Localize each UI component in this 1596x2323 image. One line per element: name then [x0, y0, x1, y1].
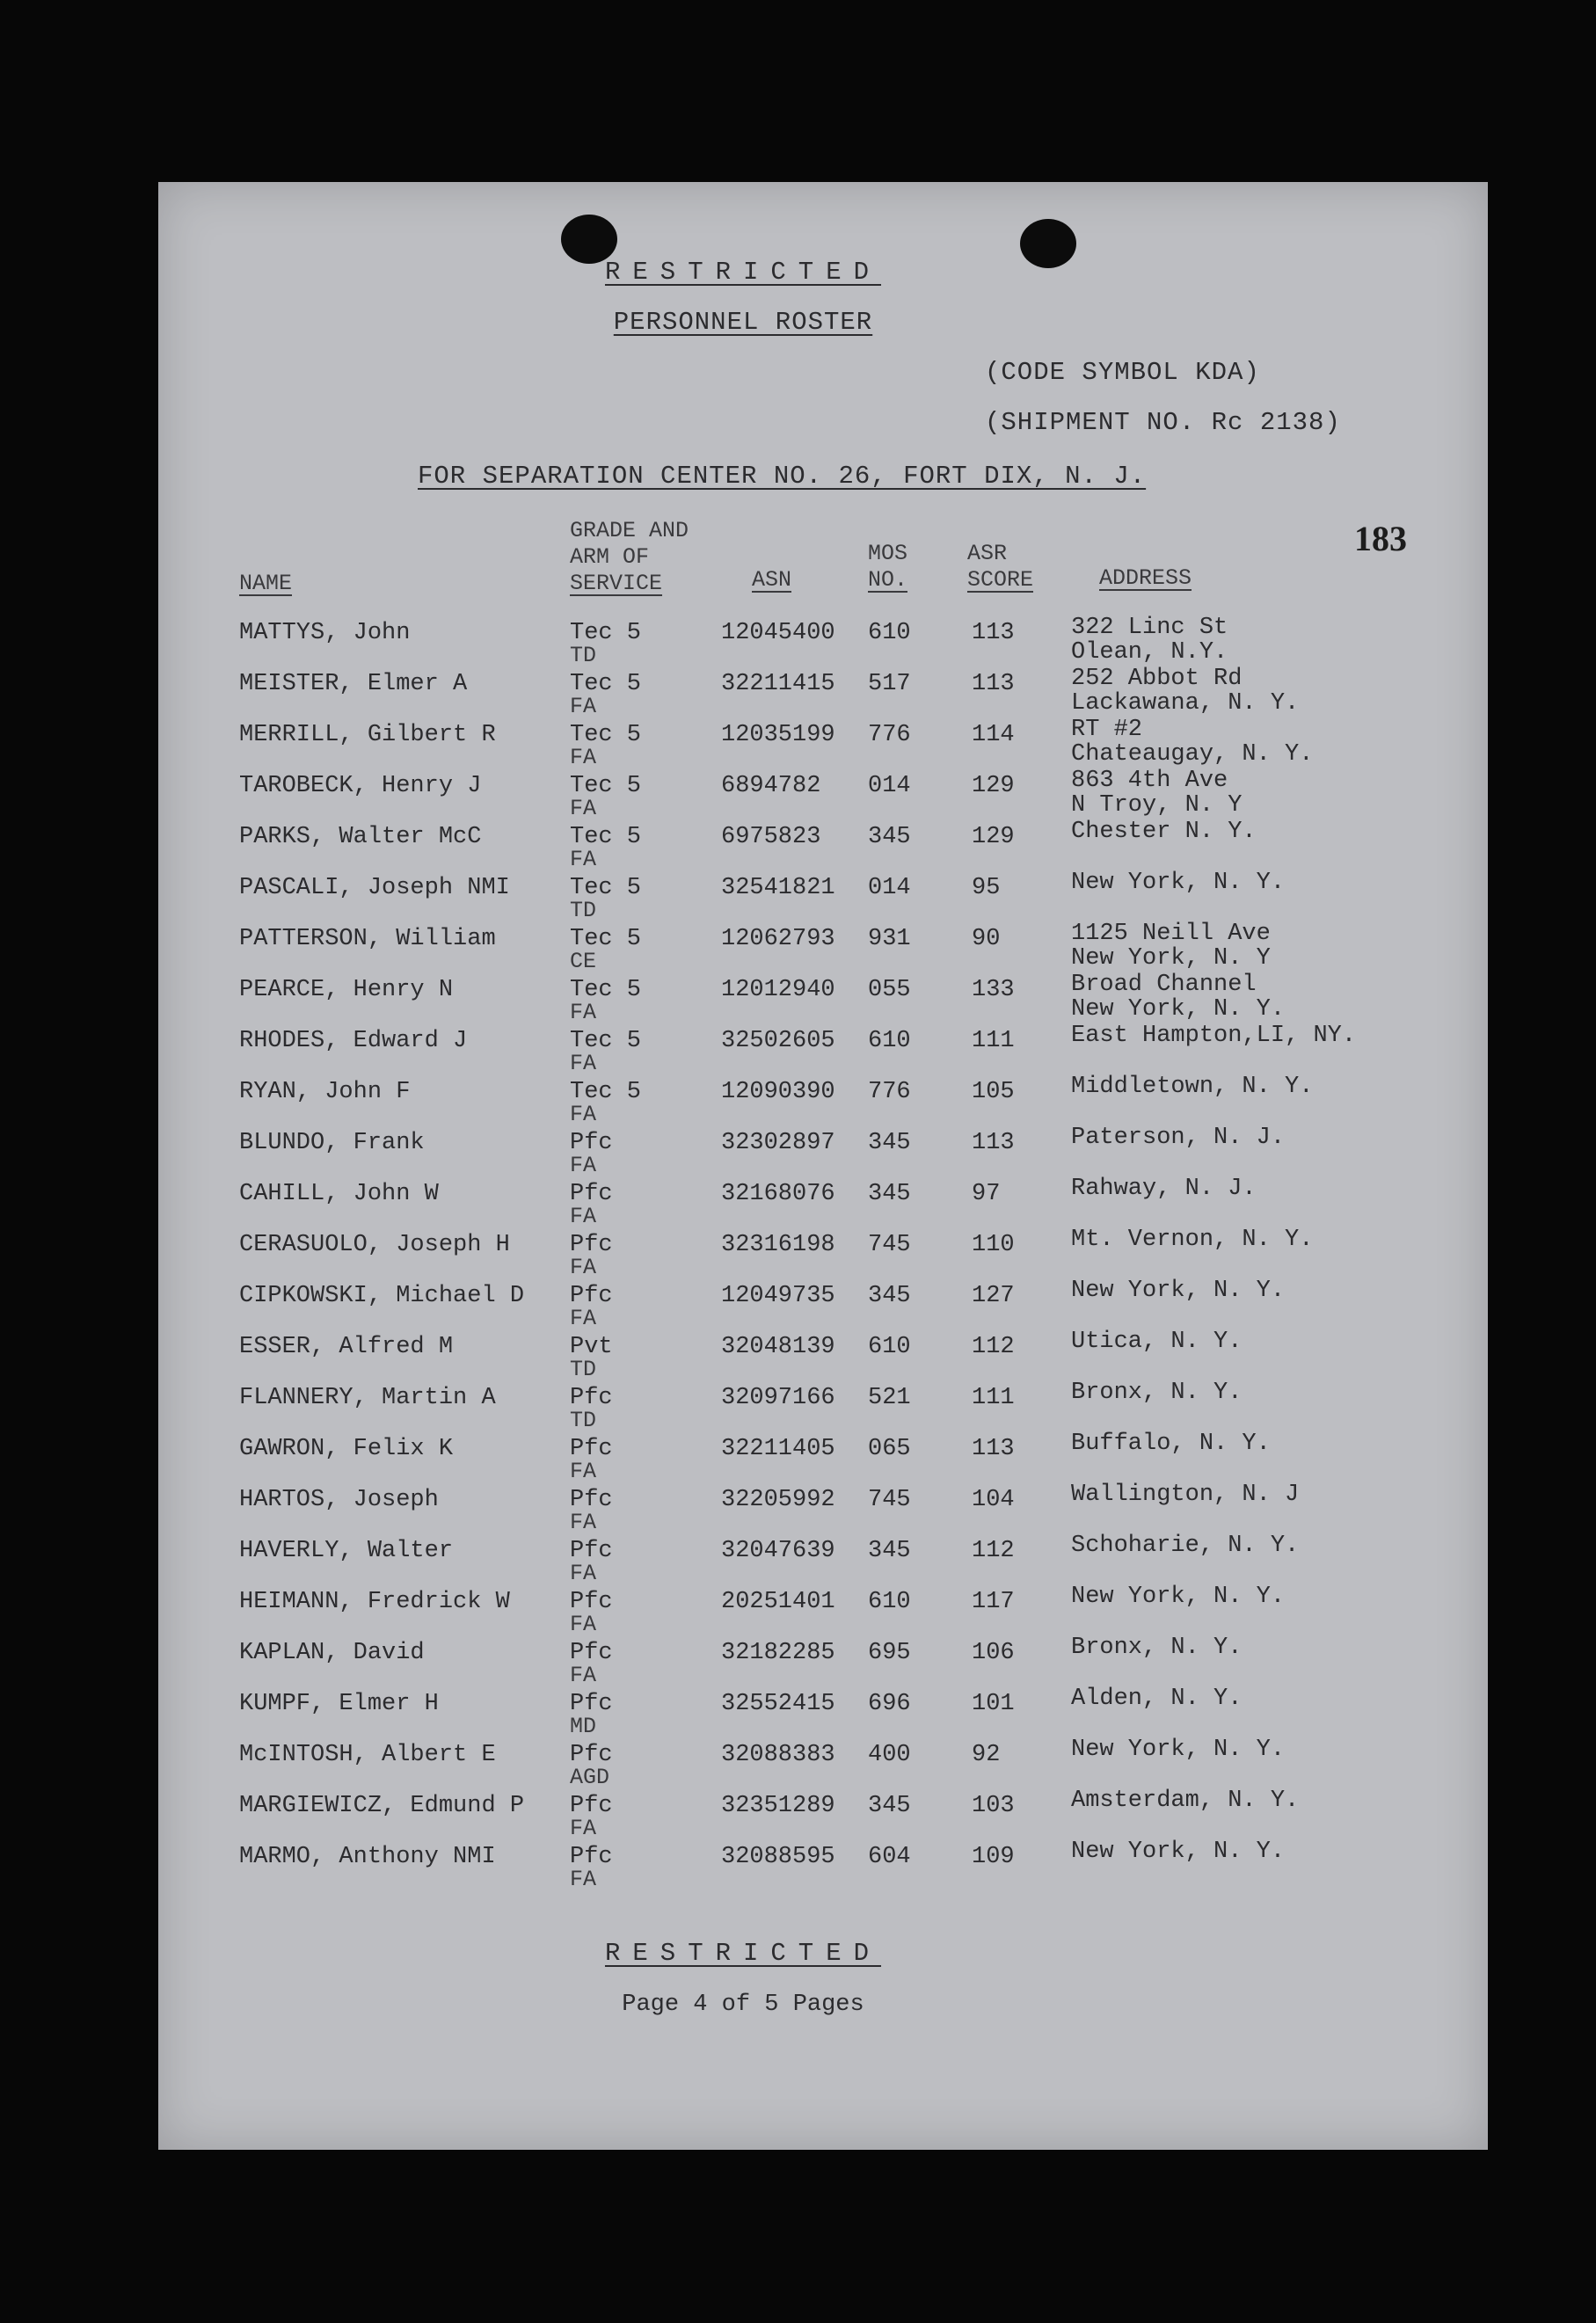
row-asr-score: 97 [972, 1181, 1001, 1207]
row-name: GAWRON, Felix K [239, 1436, 454, 1462]
row-grade: Pfc [570, 1436, 613, 1462]
row-name: RYAN, John F [239, 1079, 411, 1105]
col-asn: ASN [752, 567, 792, 593]
row-grade: Pfc [570, 1487, 613, 1513]
row-address-line1: Bronx, N. Y. [1071, 1635, 1243, 1661]
col-asr-l2: SCORE [967, 567, 1034, 593]
row-mos: 517 [868, 671, 911, 697]
row-arm-of-service: FA [570, 1816, 597, 1841]
row-arm-of-service: FA [570, 694, 597, 719]
row-asn: 32316198 [721, 1232, 835, 1258]
row-grade: Tec 5 [570, 875, 642, 901]
restricted-header: RESTRICTED [604, 258, 882, 287]
row-address-line1: 322 Linc St [1071, 615, 1228, 641]
row-grade: Tec 5 [570, 824, 642, 850]
row-arm-of-service: CE [570, 949, 597, 974]
row-name: MARGIEWICZ, Edmund P [239, 1793, 525, 1819]
row-mos: 345 [868, 1538, 911, 1564]
row-asr-score: 101 [972, 1691, 1015, 1717]
row-address-line1: Rahway, N. J. [1071, 1176, 1257, 1202]
document-title: PERSONNEL ROSTER [613, 308, 873, 337]
row-name: MATTYS, John [239, 620, 411, 646]
row-arm-of-service: TD [570, 898, 597, 923]
row-name: TAROBECK, Henry J [239, 773, 482, 799]
row-mos: 604 [868, 1844, 911, 1870]
row-name: CAHILL, John W [239, 1181, 439, 1207]
row-arm-of-service: FA [570, 847, 597, 872]
row-asn: 32088595 [721, 1844, 835, 1870]
row-name: MEISTER, Elmer A [239, 671, 468, 697]
row-arm-of-service: FA [570, 1000, 597, 1025]
row-address-line1: Middletown, N. Y. [1071, 1074, 1314, 1100]
page-count: Page 4 of 5 Pages [622, 1992, 864, 2018]
row-grade: Pfc [570, 1538, 613, 1564]
col-mos-l2: NO. [868, 567, 908, 593]
row-grade: Pfc [570, 1844, 613, 1870]
row-mos: 695 [868, 1640, 911, 1666]
row-arm-of-service: FA [570, 1204, 597, 1229]
row-asr-score: 112 [972, 1538, 1015, 1564]
col-grade-l3: SERVICE [570, 571, 663, 596]
row-mos: 776 [868, 1079, 911, 1105]
row-grade: Pfc [570, 1181, 613, 1207]
row-mos: 610 [868, 620, 911, 646]
row-mos: 345 [868, 824, 911, 850]
row-asn: 32205992 [721, 1487, 835, 1513]
row-arm-of-service: FA [570, 745, 597, 770]
row-address-line1: Buffalo, N. Y. [1071, 1431, 1271, 1457]
row-asn: 32168076 [721, 1181, 835, 1207]
row-asr-score: 112 [972, 1334, 1015, 1360]
row-address-line1: Utica, N. Y. [1071, 1329, 1243, 1355]
row-arm-of-service: FA [570, 1612, 597, 1637]
row-arm-of-service: FA [570, 1102, 597, 1127]
row-asn: 12062793 [721, 926, 835, 952]
row-asr-score: 111 [972, 1385, 1015, 1411]
row-asn: 20251401 [721, 1589, 835, 1615]
row-asn: 32502605 [721, 1028, 835, 1054]
row-asr-score: 103 [972, 1793, 1015, 1819]
row-arm-of-service: TD [570, 643, 597, 668]
row-mos: 065 [868, 1436, 911, 1462]
row-asn: 12049735 [721, 1283, 835, 1309]
row-arm-of-service: FA [570, 1306, 597, 1331]
row-arm-of-service: FA [570, 1561, 597, 1586]
row-address-line1: Alden, N. Y. [1071, 1686, 1243, 1712]
row-address-line1: New York, N. Y. [1071, 1839, 1286, 1865]
row-mos: 400 [868, 1742, 911, 1768]
row-asn: 32541821 [721, 875, 835, 901]
row-asr-score: 117 [972, 1589, 1015, 1615]
row-mos: 776 [868, 722, 911, 748]
row-address-line2: Lackawana, N. Y. [1071, 690, 1300, 717]
row-mos: 745 [868, 1232, 911, 1258]
row-asr-score: 113 [972, 620, 1015, 646]
row-address-line2: N Troy, N. Y [1071, 792, 1243, 819]
row-name: ESSER, Alfred M [239, 1334, 454, 1360]
row-address-line2: Olean, N.Y. [1071, 639, 1228, 666]
row-address-line1: Bronx, N. Y. [1071, 1380, 1243, 1406]
row-grade: Pfc [570, 1232, 613, 1258]
row-asr-score: 104 [972, 1487, 1015, 1513]
row-asn: 6894782 [721, 773, 821, 799]
row-address-line1: Chester N. Y. [1071, 819, 1257, 845]
row-name: McINTOSH, Albert E [239, 1742, 496, 1768]
row-name: HARTOS, Joseph [239, 1487, 439, 1513]
row-mos: 696 [868, 1691, 911, 1717]
row-address-line1: 252 Abbot Rd [1071, 666, 1243, 692]
row-asn: 6975823 [721, 824, 821, 850]
row-mos: 014 [868, 875, 911, 901]
col-address: ADDRESS [1099, 565, 1192, 591]
row-name: MARMO, Anthony NMI [239, 1844, 496, 1870]
row-grade: Pfc [570, 1385, 613, 1411]
row-asn: 12045400 [721, 620, 835, 646]
row-grade: Pfc [570, 1589, 613, 1615]
row-address-line2: New York, N. Y [1071, 945, 1271, 972]
row-address-line2: Chateaugay, N. Y. [1071, 741, 1314, 768]
row-asn: 32552415 [721, 1691, 835, 1717]
row-asr-score: 129 [972, 773, 1015, 799]
row-asn: 12012940 [721, 977, 835, 1003]
row-name: PARKS, Walter McC [239, 824, 482, 850]
row-mos: 014 [868, 773, 911, 799]
row-asr-score: 129 [972, 824, 1015, 850]
row-address-line1: 863 4th Ave [1071, 768, 1228, 794]
row-asn: 32182285 [721, 1640, 835, 1666]
row-name: PASCALI, Joseph NMI [239, 875, 510, 901]
row-asr-score: 113 [972, 1436, 1015, 1462]
row-address-line1: New York, N. Y. [1071, 1737, 1286, 1763]
row-asn: 32211415 [721, 671, 835, 697]
row-address-line1: New York, N. Y. [1071, 1278, 1286, 1304]
row-grade: Pfc [570, 1793, 613, 1819]
row-grade: Tec 5 [570, 620, 642, 646]
row-asr-score: 114 [972, 722, 1015, 748]
row-arm-of-service: FA [570, 1153, 597, 1178]
row-mos: 931 [868, 926, 911, 952]
row-mos: 521 [868, 1385, 911, 1411]
row-asr-score: 127 [972, 1283, 1015, 1309]
row-asr-score: 111 [972, 1028, 1015, 1054]
row-name: PEARCE, Henry N [239, 977, 454, 1003]
col-mos-l1: MOS [868, 541, 908, 566]
row-asr-score: 110 [972, 1232, 1015, 1258]
row-arm-of-service: FA [570, 1663, 597, 1688]
row-asr-score: 113 [972, 671, 1015, 697]
row-name: KUMPF, Elmer H [239, 1691, 439, 1717]
col-grade-l1: GRADE AND [570, 518, 689, 543]
row-address-line1: Amsterdam, N. Y. [1071, 1788, 1300, 1814]
row-name: MERRILL, Gilbert R [239, 722, 496, 748]
row-name: BLUNDO, Frank [239, 1130, 425, 1156]
row-mos: 610 [868, 1334, 911, 1360]
row-asr-score: 109 [972, 1844, 1015, 1870]
row-address-line1: Mt. Vernon, N. Y. [1071, 1227, 1314, 1253]
row-grade: Pfc [570, 1691, 613, 1717]
row-arm-of-service: FA [570, 1867, 597, 1892]
row-asn: 32302897 [721, 1130, 835, 1156]
row-asn: 32351289 [721, 1793, 835, 1819]
row-mos: 345 [868, 1793, 911, 1819]
row-arm-of-service: FA [570, 1510, 597, 1535]
row-name: KAPLAN, David [239, 1640, 425, 1666]
row-grade: Tec 5 [570, 977, 642, 1003]
row-arm-of-service: AGD [570, 1765, 610, 1790]
row-asr-score: 106 [972, 1640, 1015, 1666]
row-grade: Tec 5 [570, 1028, 642, 1054]
page-stamp-number: 183 [1354, 519, 1407, 558]
row-address-line1: Broad Channel [1071, 972, 1257, 998]
row-asr-score: 92 [972, 1742, 1001, 1768]
row-address-line1: Wallington, N. J [1071, 1482, 1300, 1508]
row-asr-score: 133 [972, 977, 1015, 1003]
row-grade: Pvt [570, 1334, 613, 1360]
row-mos: 745 [868, 1487, 911, 1513]
row-address-line1: 1125 Neill Ave [1071, 921, 1271, 947]
punch-hole-left [561, 215, 617, 264]
row-grade: Pfc [570, 1283, 613, 1309]
row-arm-of-service: FA [570, 1459, 597, 1484]
row-mos: 345 [868, 1130, 911, 1156]
row-grade: Tec 5 [570, 773, 642, 799]
row-asr-score: 105 [972, 1079, 1015, 1105]
row-address-line1: Paterson, N. J. [1071, 1125, 1286, 1151]
row-address-line1: East Hampton,LI, NY. [1071, 1023, 1357, 1049]
row-asr-score: 113 [972, 1130, 1015, 1156]
row-mos: 610 [868, 1028, 911, 1054]
row-asn: 32211405 [721, 1436, 835, 1462]
row-address-line1: New York, N. Y. [1071, 870, 1286, 896]
row-mos: 055 [868, 977, 911, 1003]
separation-center: FOR SEPARATION CENTER NO. 26, FORT DIX, N. J. [418, 462, 1147, 491]
row-address-line2: New York, N. Y. [1071, 996, 1286, 1023]
row-arm-of-service: FA [570, 1255, 597, 1280]
row-grade: Tec 5 [570, 722, 642, 748]
row-address-line1: RT #2 [1071, 717, 1143, 743]
col-grade-l2: ARM OF [570, 544, 650, 570]
row-name: FLANNERY, Martin A [239, 1385, 496, 1411]
row-name: RHODES, Edward J [239, 1028, 468, 1054]
row-asn: 32048139 [721, 1334, 835, 1360]
row-arm-of-service: FA [570, 1051, 597, 1076]
row-arm-of-service: TD [570, 1408, 597, 1433]
row-arm-of-service: TD [570, 1357, 597, 1382]
row-asn: 12035199 [721, 722, 835, 748]
row-asr-score: 95 [972, 875, 1001, 901]
row-asn: 32047639 [721, 1538, 835, 1564]
shipment-number: (SHIPMENT NO. Rc 2138) [985, 408, 1341, 437]
row-address-line1: Schoharie, N. Y. [1071, 1533, 1300, 1559]
row-name: CIPKOWSKI, Michael D [239, 1283, 525, 1309]
row-mos: 345 [868, 1181, 911, 1207]
row-grade: Pfc [570, 1742, 613, 1768]
row-name: PATTERSON, William [239, 926, 496, 952]
row-grade: Pfc [570, 1130, 613, 1156]
row-address-line1: New York, N. Y. [1071, 1584, 1286, 1610]
restricted-footer: RESTRICTED [604, 1939, 882, 1968]
row-name: HEIMANN, Fredrick W [239, 1589, 510, 1615]
row-arm-of-service: FA [570, 796, 597, 821]
punch-hole-right [1020, 219, 1076, 268]
row-name: CERASUOLO, Joseph H [239, 1232, 510, 1258]
row-grade: Tec 5 [570, 926, 642, 952]
row-name: HAVERLY, Walter [239, 1538, 454, 1564]
row-grade: Tec 5 [570, 1079, 642, 1105]
col-asr-l1: ASR [967, 541, 1008, 566]
col-name: NAME [239, 571, 293, 596]
row-mos: 610 [868, 1589, 911, 1615]
row-mos: 345 [868, 1283, 911, 1309]
row-asn: 12090390 [721, 1079, 835, 1105]
roster-sheet [158, 182, 1488, 2150]
row-asr-score: 90 [972, 926, 1001, 952]
row-asn: 32088383 [721, 1742, 835, 1768]
row-grade: Pfc [570, 1640, 613, 1666]
row-arm-of-service: MD [570, 1714, 597, 1739]
code-symbol: (CODE SYMBOL KDA) [985, 358, 1260, 387]
row-grade: Tec 5 [570, 671, 642, 697]
row-asn: 32097166 [721, 1385, 835, 1411]
